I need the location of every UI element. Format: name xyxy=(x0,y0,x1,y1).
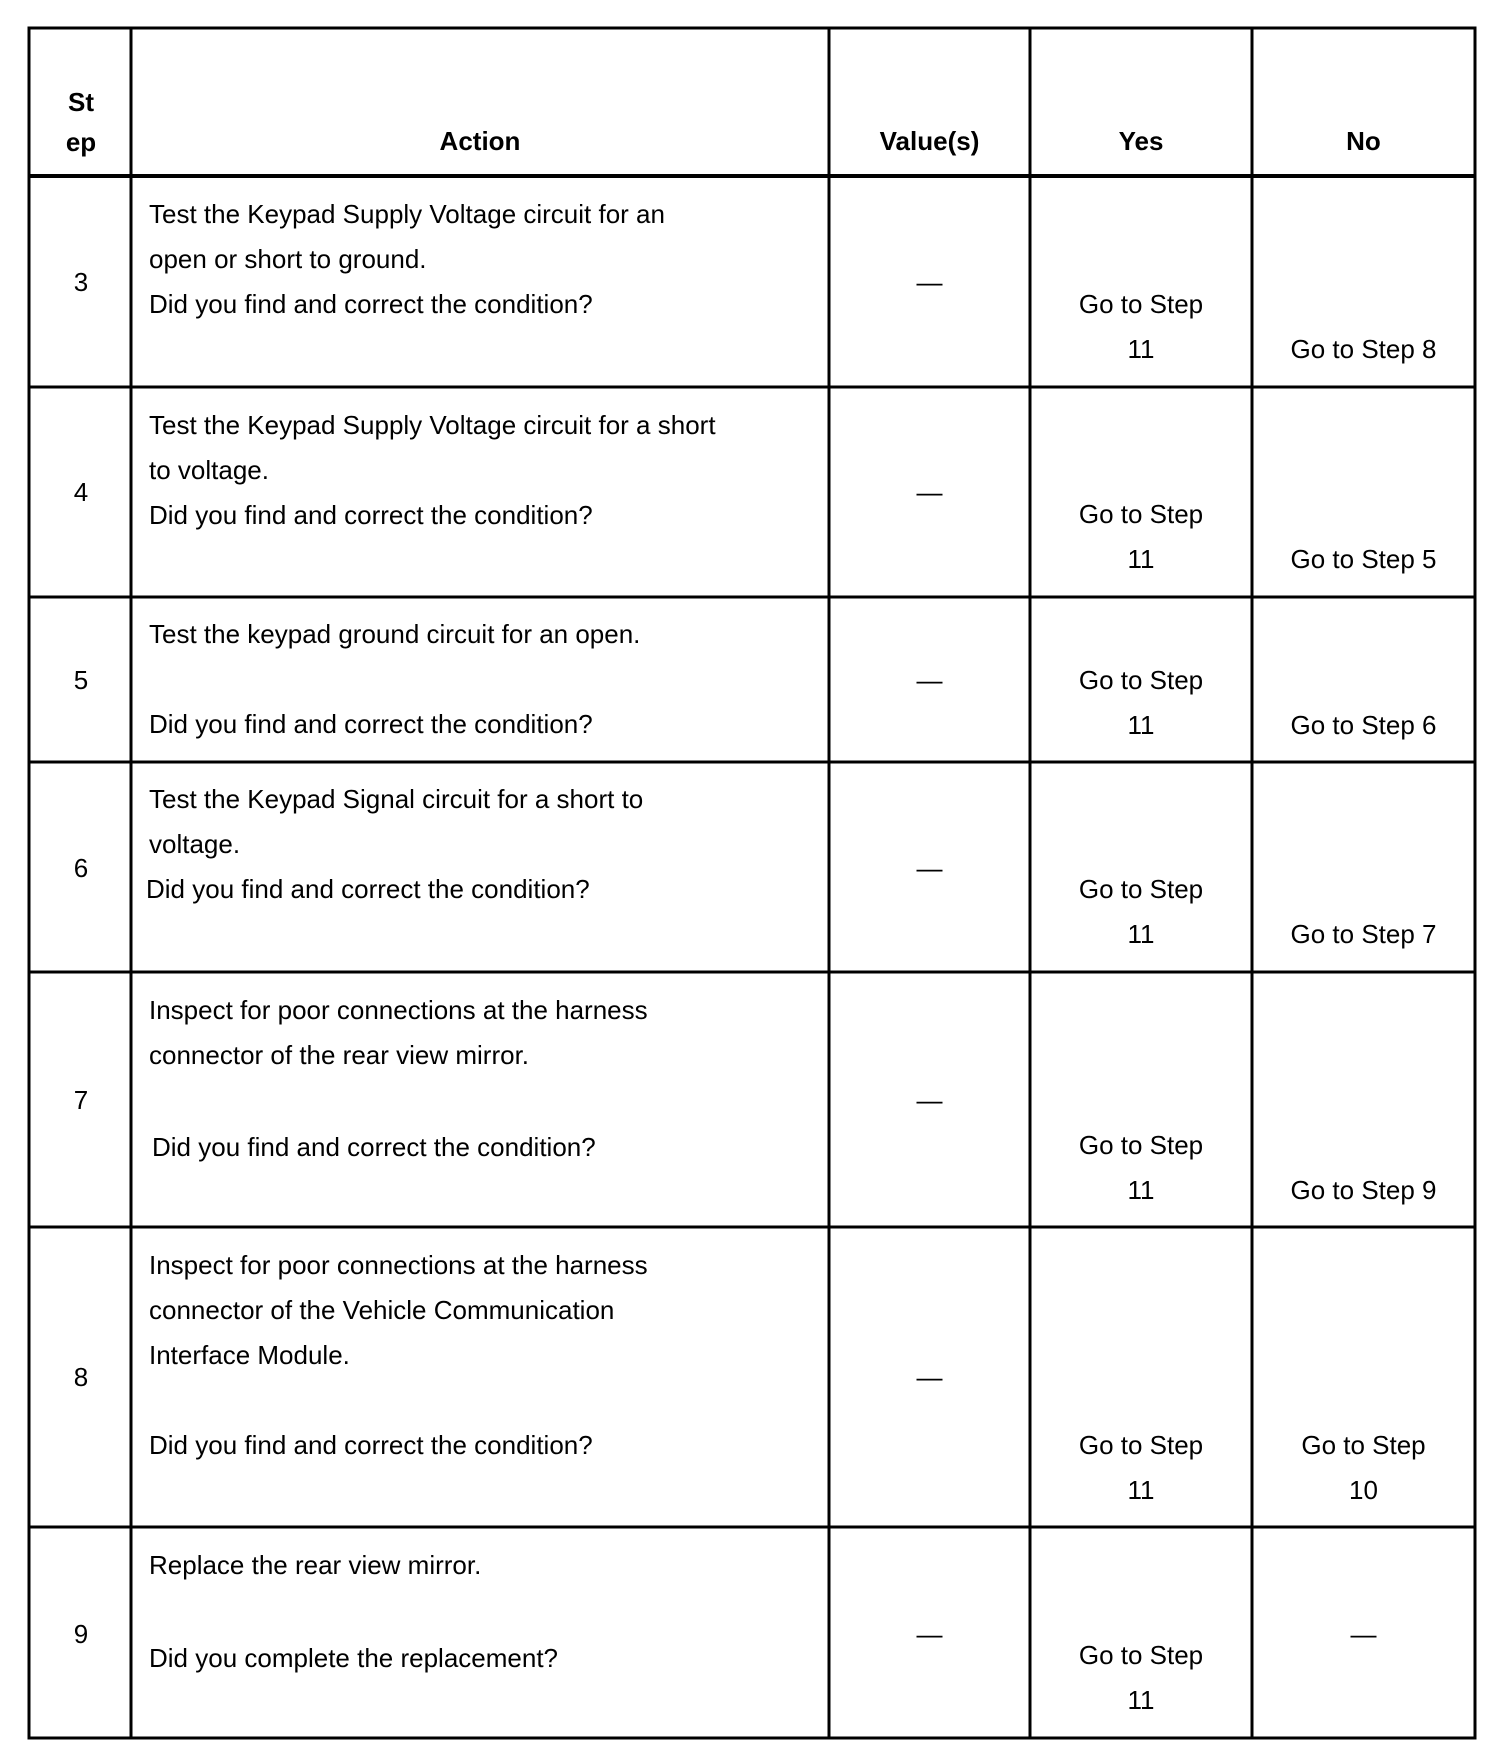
yes-line: Go to Step xyxy=(1078,1430,1204,1460)
action-line: voltage. xyxy=(149,829,241,859)
action-question: Did you find and correct the condition? xyxy=(152,1132,596,1162)
header-step-line1: St xyxy=(68,87,94,117)
action-question: Did you find and correct the condition? xyxy=(149,500,593,530)
no-cell: Go to Step 7 xyxy=(1290,919,1437,949)
yes-line: Go to Step xyxy=(1078,289,1204,319)
no-line: Go to Step xyxy=(1301,1430,1426,1460)
yes-cell xyxy=(1030,1633,1252,1723)
step-number: 5 xyxy=(73,665,89,695)
action-question: Did you find and correct the condition? xyxy=(149,709,593,739)
yes-line: Go to Step xyxy=(1078,665,1204,695)
value-cell: — xyxy=(916,1362,943,1392)
header-yes: Yes xyxy=(1118,126,1164,156)
value-cell: — xyxy=(916,267,943,297)
action-text xyxy=(131,403,829,538)
yes-line: Go to Step xyxy=(1078,499,1204,529)
yes-line: 11 xyxy=(1127,919,1155,949)
header-step-line2: ep xyxy=(65,127,97,157)
action-line: connector of the Vehicle Communication xyxy=(149,1295,615,1325)
step-number: 7 xyxy=(73,1085,89,1115)
no-line: 10 xyxy=(1349,1475,1378,1505)
no-cell: Go to Step 8 xyxy=(1290,334,1437,364)
action-line: Test the keypad ground circuit for an open. xyxy=(149,619,641,649)
value-cell: — xyxy=(916,665,943,695)
action-text xyxy=(131,1243,829,1468)
action-question: Did you find and correct the condition? xyxy=(149,1430,593,1460)
no-cell: Go to Step 6 xyxy=(1290,710,1437,740)
header-no: No xyxy=(1346,126,1381,156)
action-question: Did you complete the replacement? xyxy=(149,1643,559,1673)
action-question: Did you find and correct the condition? xyxy=(146,874,590,904)
yes-line: Go to Step xyxy=(1078,874,1204,904)
yes-line: 11 xyxy=(1127,1475,1155,1505)
value-cell: — xyxy=(916,853,943,883)
yes-line: 11 xyxy=(1127,1175,1155,1205)
step-number: 9 xyxy=(73,1619,89,1649)
yes-line: Go to Step xyxy=(1078,1640,1204,1670)
step-number: 8 xyxy=(73,1362,89,1392)
action-line: Test the Keypad Supply Voltage circuit for an xyxy=(149,199,665,229)
action-line: Interface Module. xyxy=(149,1340,350,1370)
action-question: Did you find and correct the condition? xyxy=(149,289,593,319)
step-number: 3 xyxy=(73,267,89,297)
yes-line: 11 xyxy=(1127,544,1155,574)
yes-cell xyxy=(1030,1123,1252,1213)
value-cell: — xyxy=(916,1619,943,1649)
yes-cell xyxy=(1030,867,1252,957)
header-step xyxy=(31,80,131,165)
no-cell: Go to Step 5 xyxy=(1290,544,1437,574)
yes-cell xyxy=(1030,492,1252,582)
action-line: Test the Keypad Supply Voltage circuit for a short xyxy=(149,410,716,440)
action-text xyxy=(131,192,829,327)
yes-cell xyxy=(1030,282,1252,372)
yes-line: 11 xyxy=(1127,1685,1155,1715)
action-line: open or short to ground. xyxy=(149,244,427,274)
value-cell: — xyxy=(916,1085,943,1115)
value-cell: — xyxy=(916,477,943,507)
action-text xyxy=(131,988,829,1170)
action-line: connector of the rear view mirror. xyxy=(149,1040,530,1070)
action-text xyxy=(131,612,829,747)
no-cell: — xyxy=(1350,1619,1377,1649)
yes-line: 11 xyxy=(1127,334,1155,364)
action-line: Inspect for poor connections at the harness xyxy=(149,995,648,1025)
yes-cell xyxy=(1030,1423,1252,1513)
step-number: 4 xyxy=(73,477,89,507)
action-line: Inspect for poor connections at the harness xyxy=(149,1250,648,1280)
yes-line: Go to Step xyxy=(1078,1130,1204,1160)
header-action: Action xyxy=(439,126,521,156)
yes-line: 11 xyxy=(1127,710,1155,740)
no-cell: Go to Step 9 xyxy=(1290,1175,1437,1205)
yes-cell xyxy=(1030,658,1252,748)
action-line: Replace the rear view mirror. xyxy=(149,1550,482,1580)
no-cell xyxy=(1252,1423,1475,1513)
step-number: 6 xyxy=(73,853,89,883)
header-values: Value(s) xyxy=(879,126,980,156)
action-line: to voltage. xyxy=(149,455,269,485)
action-text xyxy=(131,1543,829,1681)
action-text xyxy=(131,777,829,912)
action-line: Test the Keypad Signal circuit for a short to xyxy=(149,784,644,814)
